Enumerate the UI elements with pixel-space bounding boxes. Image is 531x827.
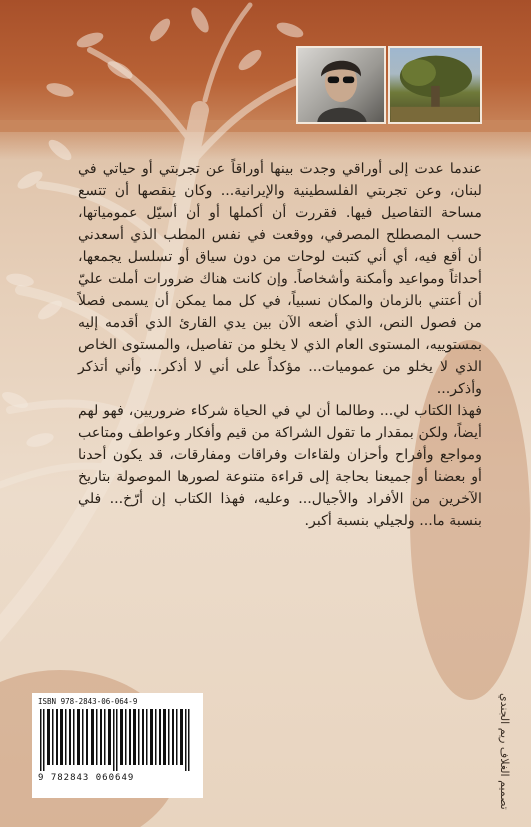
isbn-barcode — [32, 693, 203, 798]
paragraph-2: فهذا الكتاب لي... وطالما أن لي في الحياة شركاء ضروريين، فهو لهم أيضاً، ولكن بمقدار ما تقول الشراكة من قيم وأفكار وعواطف ومتاعب ومواجع وأفراح وأحزان ولقاءات وفراقات ومفارقات، قد يكون أحدنا أو بعضنا أو جميعنا بحاجة إلى قراءة متنوعة لصورها الموصولة بتاريخ الآخرين من الأفراد والأجيال... وعليه، فهذا الكتاب إن أرّخ... فلي بنسبة ما... ولجيلي بنسبة أكبر. — [78, 403, 482, 529]
author-photo — [296, 46, 386, 124]
cover-design-credit: تصميم الغلاف ريم الجندي — [498, 693, 511, 810]
back-cover-text — [78, 158, 482, 532]
barcode-bars — [38, 709, 197, 771]
olive-tree-photo — [388, 46, 482, 124]
isbn-label: ISBN 978-2843-06-064-9 — [38, 697, 138, 706]
paragraph-1: عندما عدت إلى أوراقي وجدت بينها أوراقاً عن تجربتي أو حياتي في لبنان، وعن تجربتي الفلسطينية والإيرانية... وكان ينقصها أن تتسع مساحة التفاصيل فيها. فقررت أن أكملها أو أن أسيّل عمومياتها، حسب المصطلح المصرفي، ووقعت في نفس المطب الذي أسعدني أن أقع فيه، أي أني كتبت لوحات من دون سياق أو تسلسل يجمعها، أحداثاً ومواعيد وأمكنة وأشخاصاً. وإن كانت هناك ضرورات أملت عليّ أن أعتني بالزمان والمكان نسبياً، في كل مما يمكن أن يسمى فصلاً من فصول النص، الذي أضعه الآن بين يدي القارئ الذي أقدمه إليه بمستوييه، المستوى العام الذي لا يخلو من تفاصيل، والمستوى الخاص الذي لا يخلو من عموميات... مؤكداً على أني لا أذكر... وأني أتذكر وأذكر... — [78, 161, 482, 397]
barcode-digits: 9 782843 060649 — [38, 773, 135, 783]
